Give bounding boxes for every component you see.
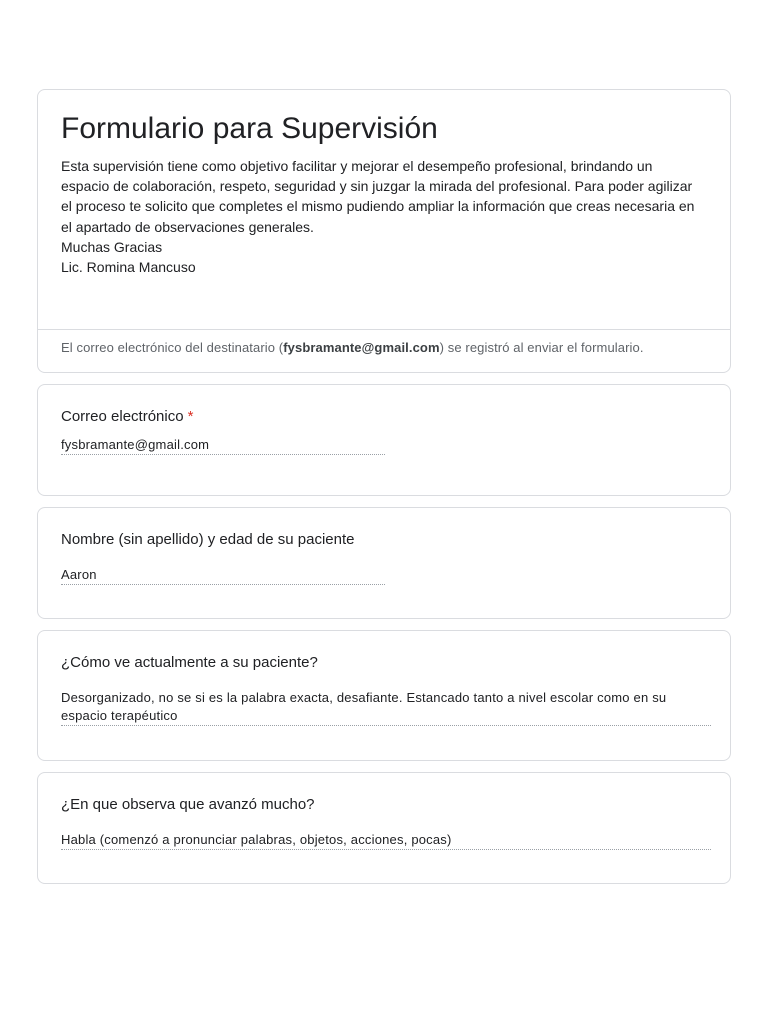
form-title: Formulario para Supervisión — [61, 112, 438, 145]
question-card-patient-status — [37, 630, 731, 761]
required-asterisk: * — [187, 408, 194, 425]
description-line: Esta supervisión tiene como objetivo facilitar y mejorar el desempeño profesional, brindando un — [61, 158, 653, 174]
description-line: el proceso te solicito que completes el mismo pudiendo ampliar la información que creas necesaria en — [61, 198, 695, 215]
question-label-text: Correo electrónico — [61, 408, 184, 425]
question-card-email — [37, 384, 731, 496]
question-label: Nombre (sin apellido) y edad de su paciente — [61, 531, 355, 548]
question-card-progress — [37, 772, 731, 884]
recipient-email-note — [61, 339, 644, 357]
description-line: Lic. Romina Mancuso — [61, 259, 196, 276]
description-line: el apartado de observaciones generales. — [61, 218, 314, 235]
description-line: espacio de colaboración, respeto, seguridad y sin juzgar la mirada del profesional. Para poder agilizar — [61, 178, 693, 195]
recipient-email: fysbramante@gmail.com — [283, 340, 440, 355]
description-line: Muchas Gracias — [61, 238, 163, 255]
form-header-card — [37, 89, 731, 373]
answer-patient-name: Aaron — [61, 566, 385, 585]
answer-email: fysbramante@gmail.com — [61, 436, 385, 455]
answer-patient-status: Desorganizado, no se si es la palabra exacta, desafiante. Estancado tanto a nivel escolar como en su espacio terapéutico — [61, 689, 711, 726]
answer-progress: Habla (comenzó a pronunciar palabras, objetos, acciones, pocas) — [61, 831, 711, 850]
header-divider — [38, 329, 730, 330]
email-note-prefix: El correo electrónico del destinatario ( — [61, 340, 284, 355]
question-card-patient-name — [37, 507, 731, 619]
question-label: ¿En que observa que avanzó mucho? — [61, 796, 315, 813]
email-note-suffix: ) se registró al enviar el formulario. — [439, 340, 644, 355]
question-label: ¿Cómo ve actualmente a su paciente? — [61, 654, 318, 671]
question-label — [61, 406, 193, 428]
form-description — [61, 156, 716, 277]
